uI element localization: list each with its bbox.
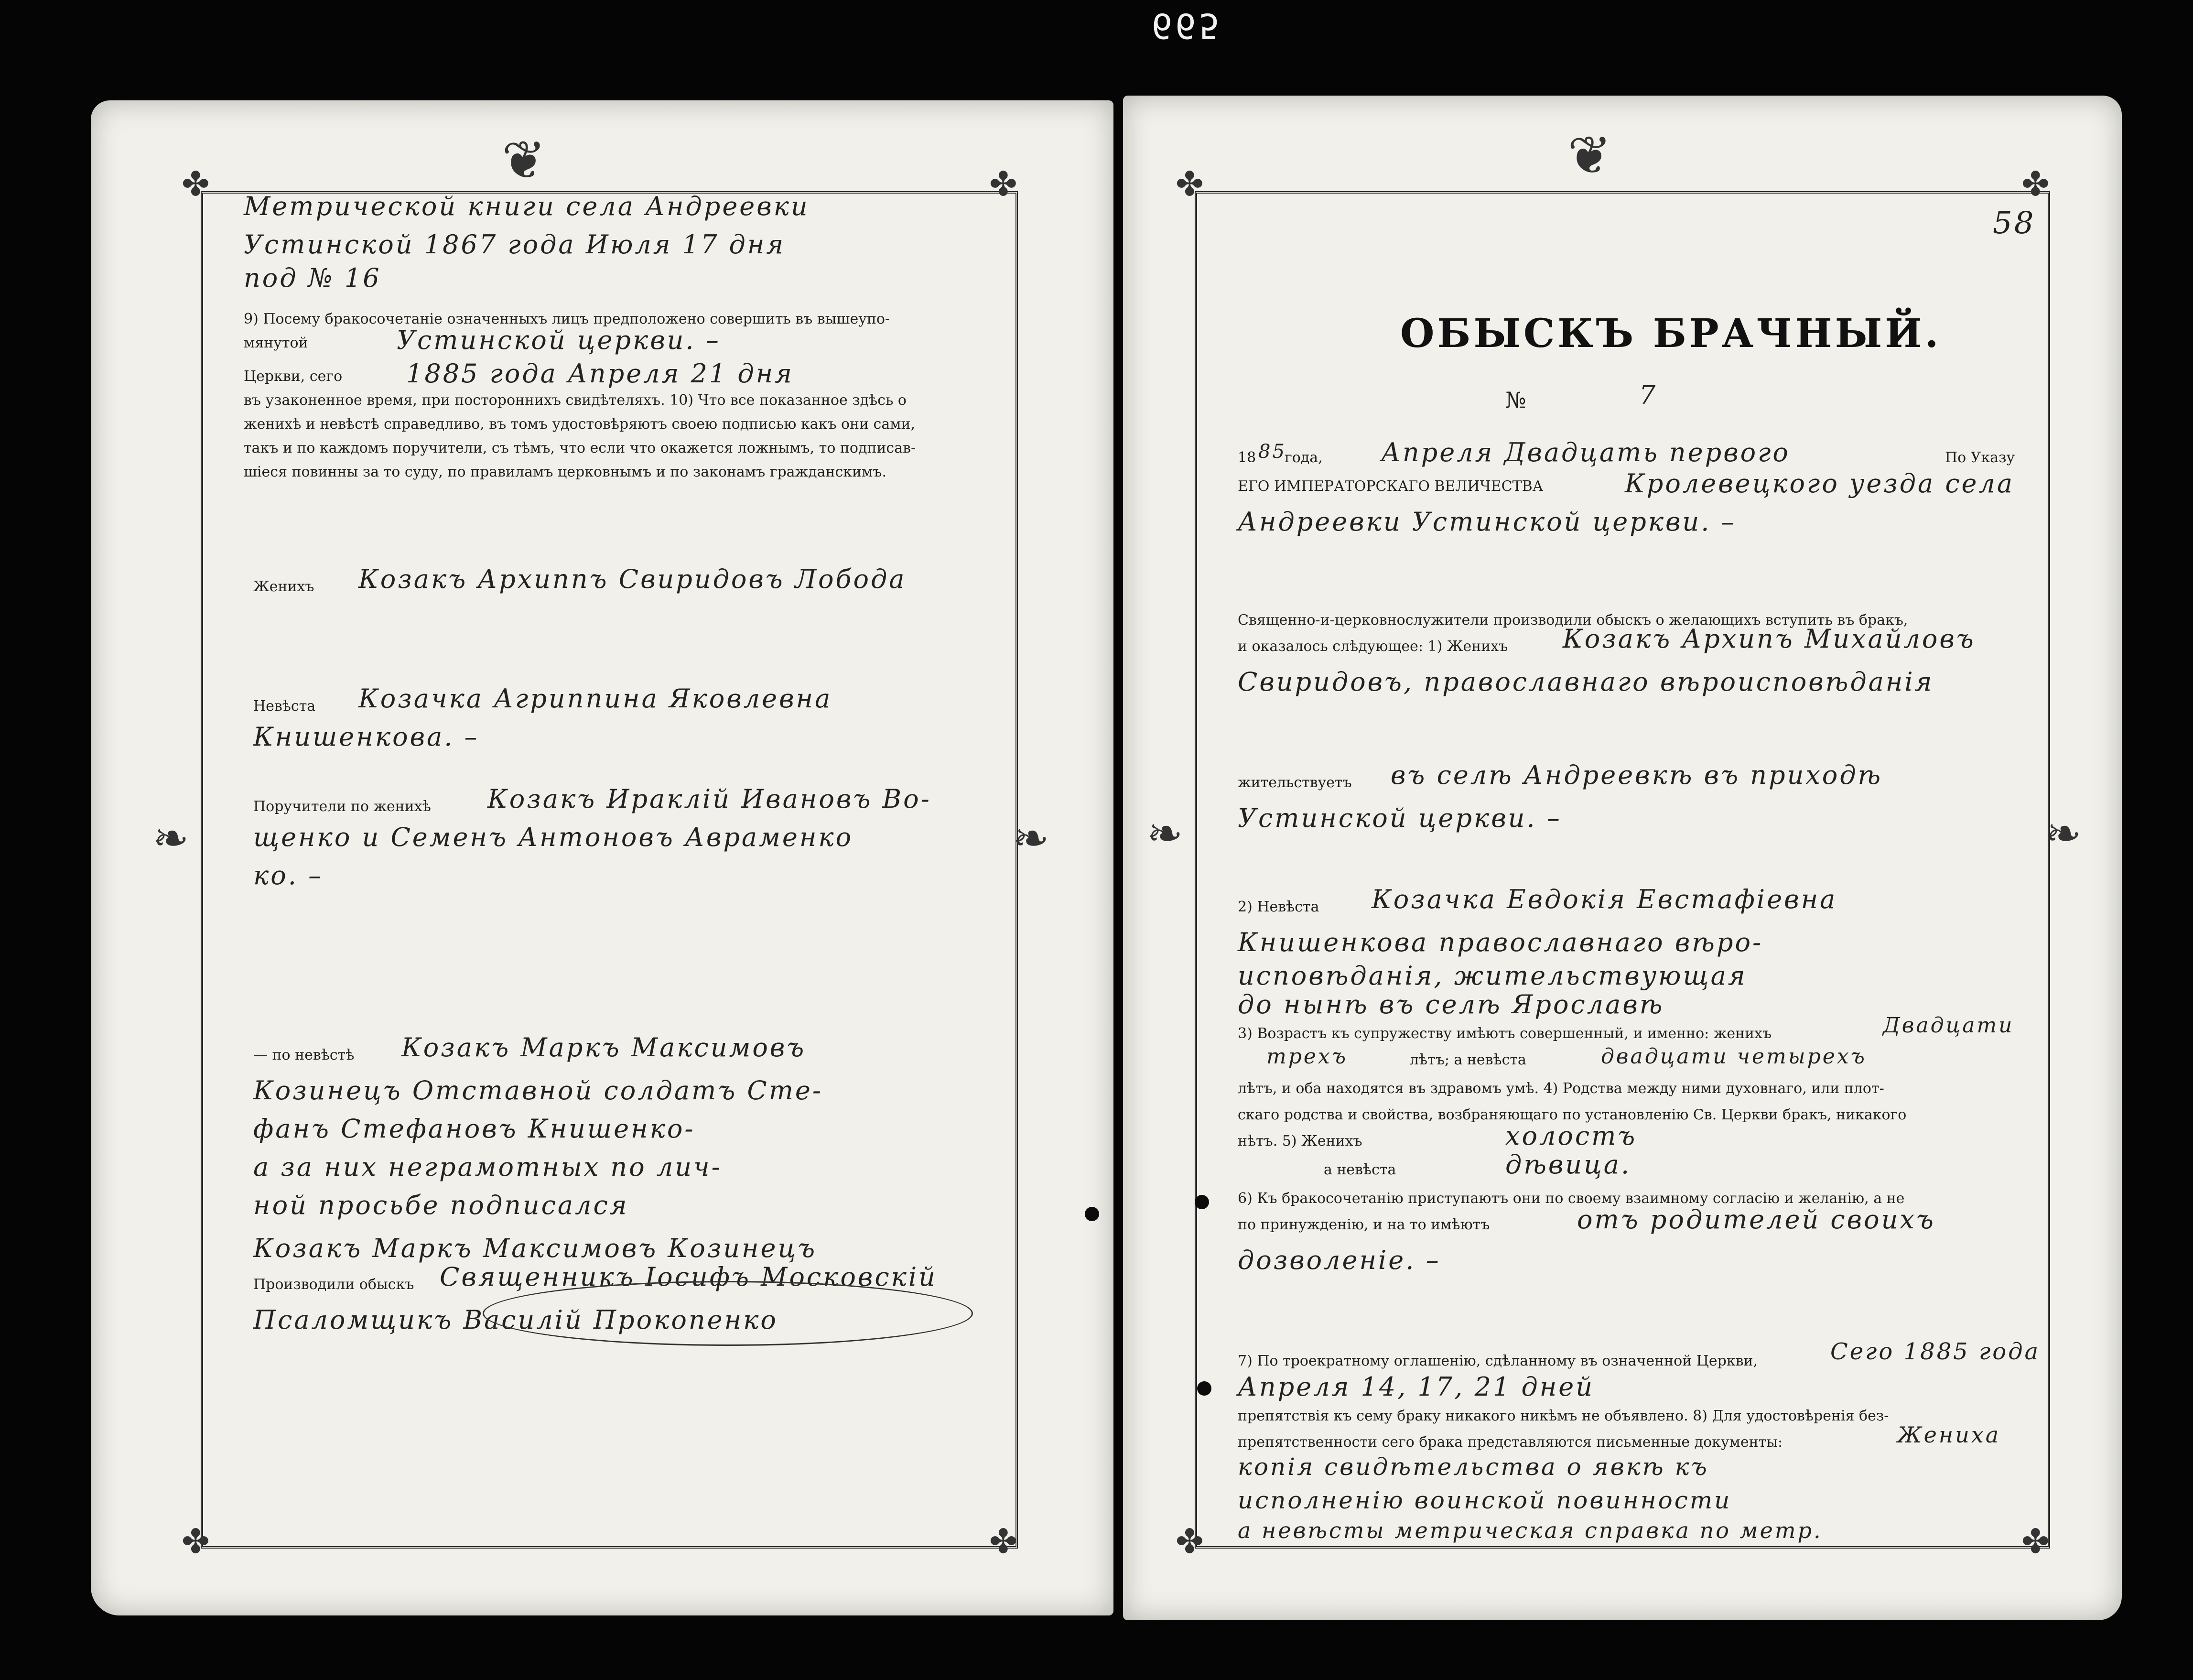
- side-ornament-icon: ❧: [1013, 813, 1049, 864]
- corner-ornament-icon: ✤: [1176, 164, 1204, 204]
- item9-text: такъ и по каждомъ поручители, съ тѣмъ, что если что окажется ложнымъ, то подписав-: [244, 440, 916, 456]
- handwritten-groom: Свиридовъ, православнаго вѣроисповѣданія: [1238, 667, 1934, 697]
- year-suffix: года,: [1285, 449, 1323, 466]
- binding-hole: [1197, 1381, 1211, 1396]
- age-text: скаго родства и свойства, возбраняющаго по установленію Св. Церкви бракъ, никакого: [1238, 1106, 1907, 1123]
- handwritten-year: 85: [1258, 441, 1286, 463]
- handwritten-documents: а невѣсты метрическая справка по метр.: [1238, 1517, 1823, 1543]
- handwritten-consent: дозволеніе. –: [1238, 1245, 1441, 1275]
- handwritten-groom: Козакъ Архипъ Михайловъ: [1563, 624, 1976, 654]
- corner-ornament-icon: ✤: [182, 1522, 210, 1561]
- handwritten-priest-signature: Священникъ Іосифъ Московскій: [440, 1262, 937, 1292]
- handwritten-bride: Козачка Евдокія Евстафіевна: [1372, 884, 1837, 914]
- age-text: лѣтъ, и оба находятся въ здравомъ умѣ. 4) Родства между ними духовнаго, или плот-: [1238, 1080, 1884, 1097]
- handwritten-banns: Сего 1885 года: [1830, 1338, 2041, 1365]
- signature-flourish: [483, 1281, 973, 1346]
- left-page: [91, 100, 1113, 1615]
- handwritten-bride: Книшенкова православнаго вѣро-: [1238, 927, 1763, 957]
- handwritten-groom-sureties: щенко и Семенъ Антоновъ Авраменко: [253, 822, 853, 852]
- archive-number: 665: [1152, 6, 1223, 46]
- handwritten-groom-signature: Козакъ Архиппъ Свиридовъ Лобода: [358, 564, 907, 594]
- handwritten-bride-age: двадцати четырехъ: [1601, 1044, 1867, 1069]
- handwritten-banns: Апреля 14, 17, 21 дней: [1238, 1372, 1594, 1402]
- corner-ornament-icon: ✤: [989, 1522, 1017, 1561]
- majesty-text: ЕГО ИМПЕРАТОРСКАГО ВЕЛИЧЕСТВА: [1238, 478, 1544, 495]
- binding-hole: [1085, 1207, 1099, 1221]
- item9-text: шіеся повинны за то суду, по правиламъ церковнымъ и по законамъ гражданскимъ.: [244, 464, 887, 480]
- handwritten-groom-sureties: ко. –: [253, 860, 324, 890]
- bride-label: 2) Невѣста: [1238, 899, 1319, 915]
- item7-text: препятствія къ сему браку никакого никѣмъ не объявлено. 8) Для удостовѣренія без-: [1238, 1408, 1889, 1424]
- bride-sureties-label: — по невѣстѣ: [253, 1047, 355, 1063]
- record-number-label: №: [1505, 387, 1526, 413]
- handwritten-clerk-signature: Псаломщикъ Василій Прокопенко: [253, 1305, 778, 1335]
- item9-text: Церкви, сего: [244, 368, 343, 385]
- handwritten-consent: отъ родителей своихъ: [1577, 1204, 1935, 1235]
- clergy-text: и оказалось слѣдующее: 1) Женихъ: [1238, 638, 1508, 655]
- top-ornament-icon: ❦: [1567, 125, 1612, 186]
- handwritten-bride-sureties: а за них неграмотных по лич-: [253, 1152, 722, 1182]
- handwritten-bride-status: дѣвица.: [1505, 1149, 1631, 1180]
- handwritten-bride-sureties: Козакъ Маркъ Максимовъ: [401, 1032, 806, 1062]
- handwritten-record-ref-1: Метрической книги села Андреевки: [244, 191, 810, 221]
- side-ornament-icon: ❧: [1147, 809, 1183, 859]
- item9-text: женихѣ и невѣстѣ справедливо, въ томъ удостовѣряютъ своею подписью какъ они сами,: [244, 416, 916, 433]
- groom-label: Женихъ: [253, 578, 314, 595]
- corner-ornament-icon: ✤: [2021, 1522, 2050, 1561]
- year-prefix: 18: [1238, 449, 1256, 466]
- handwritten-bride: до нынѣ въ селѣ Ярославѣ: [1238, 989, 1664, 1019]
- performed-by-label: Производили обыскъ: [253, 1276, 414, 1293]
- corner-ornament-icon: ✤: [989, 164, 1017, 204]
- top-ornament-icon: ❦: [502, 130, 546, 191]
- item9-text: 9) Посему бракосочетаніе означенныхъ лицъ предположено совершить въ вышеупо-: [244, 311, 890, 327]
- handwritten-folio-number: 58: [1993, 206, 2036, 241]
- handwritten-groom-age: трехъ: [1266, 1044, 1348, 1069]
- groom-sureties-label: Поручители по женихѣ: [253, 798, 431, 815]
- decree-text: По Указу: [1945, 449, 2015, 466]
- side-ornament-icon: ❧: [2045, 809, 2082, 859]
- side-ornament-icon: ❧: [153, 813, 189, 864]
- item7-text: 7) По троекратному оглашенію, сдѣланному въ означенной Церкви,: [1238, 1353, 1758, 1369]
- age-text: нѣтъ. 5) Женихъ: [1238, 1133, 1362, 1149]
- handwritten-documents: Жениха: [1897, 1422, 2001, 1448]
- handwritten-bride-signature: Книшенкова. –: [253, 722, 479, 752]
- age-text: лѣтъ; а невѣста: [1410, 1051, 1526, 1068]
- item9-text: въ узаконенное время, при постороннихъ свидѣтеляхъ. 10) Что все показанное здѣсь о: [244, 392, 907, 409]
- item6-text: по принужденію, и на то имѣютъ: [1238, 1216, 1490, 1233]
- handwritten-groom-status: холостъ: [1505, 1121, 1637, 1151]
- corner-ornament-icon: ✤: [182, 164, 210, 204]
- bride-label: Невѣста: [253, 698, 316, 715]
- residence-label: жительствуетъ: [1238, 774, 1352, 791]
- handwritten-record-number: 7: [1639, 380, 1658, 410]
- handwritten-wedding-date: 1885 года Апреля 21 дня: [406, 358, 794, 389]
- page-title: ОБЫСКЪ БРАЧНЫЙ.: [1400, 311, 1942, 357]
- clergy-text: Священно-и-церковнослужители производили обыскъ о желающихъ вступить въ бракъ,: [1238, 612, 1908, 629]
- item6-text: 6) Къ бракосочетанію приступаютъ они по своему взаимному согласію и желанію, а не: [1238, 1190, 1905, 1207]
- handwritten-record-ref-2: Устинской 1867 года Июля 17 дня: [244, 229, 786, 260]
- handwritten-church: Устинской церкви. –: [397, 325, 721, 355]
- handwritten-bride: исповѣданія, жительствующая: [1238, 961, 1747, 991]
- corner-ornament-icon: ✤: [2021, 164, 2050, 204]
- handwritten-documents: копія свидѣтельства о явкѣ къ: [1238, 1453, 1709, 1481]
- handwritten-record-ref-3: под № 16: [244, 263, 381, 293]
- handwritten-documents: исполненію воинской повинности: [1238, 1486, 1732, 1514]
- handwritten-bride-sureties: Козинецъ Отставной солдатъ Сте-: [253, 1075, 823, 1106]
- handwritten-bride-signature: Козачка Агриппина Яковлевна: [358, 683, 832, 714]
- corner-ornament-icon: ✤: [1176, 1522, 1204, 1561]
- handwritten-bride-sureties: ной просьбе подписался: [253, 1190, 629, 1220]
- handwritten-groom-sureties: Козакъ Ираклій Ивановъ Во-: [487, 784, 931, 814]
- age-text: 3) Возрастъ къ супружеству имѣютъ совершенный, и именно: женихъ: [1238, 1025, 1772, 1042]
- handwritten-bride-sureties: Козакъ Маркъ Максимовъ Козинецъ: [253, 1233, 817, 1263]
- binding-hole: [1195, 1195, 1209, 1209]
- handwritten-parish: Кролевецкого уезда села: [1625, 468, 2015, 499]
- handwritten-parish: Андреевки Устинской церкви. –: [1238, 507, 1736, 537]
- bride-status-label: а невѣста: [1324, 1161, 1396, 1178]
- item9-text: мянутой: [244, 335, 308, 351]
- item7-text: препятственности сего брака представляются письменные документы:: [1238, 1434, 1783, 1451]
- handwritten-bride-sureties: фанъ Стефановъ Книшенко-: [253, 1114, 695, 1144]
- handwritten-groom-age: Двадцати: [1883, 1013, 2014, 1038]
- handwritten-residence: въ селѣ Андреевкѣ въ приходѣ: [1391, 760, 1883, 790]
- right-page: [1123, 96, 2122, 1620]
- handwritten-date: Апреля Двадцать первого: [1381, 437, 1790, 467]
- handwritten-residence: Устинской церкви. –: [1238, 803, 1562, 833]
